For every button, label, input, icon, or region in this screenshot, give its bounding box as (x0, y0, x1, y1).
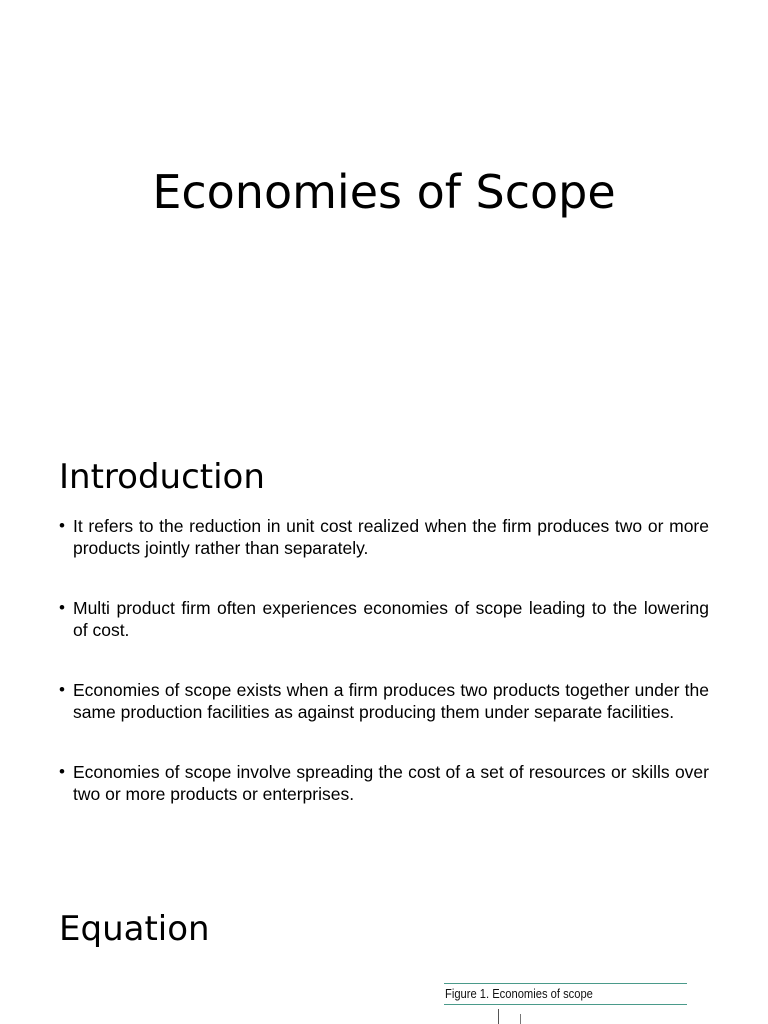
figure-economies-of-scope (444, 983, 687, 1024)
bullet-item: • Economies of scope exists when a firm produces two products together under the same production facilities as against producing them under separate facilities. (59, 679, 709, 723)
figure-top-rule (444, 983, 687, 984)
slide-title: Economies of Scope (152, 165, 616, 219)
introduction-bullet-list (59, 515, 709, 843)
figure-bottom-rule (444, 1004, 687, 1005)
bullet-item: • Economies of scope involve spreading the cost of a set of resources or skills over two or more products or enterprises. (59, 761, 709, 805)
introduction-heading: Introduction (59, 457, 265, 497)
figure-axis-line (520, 1014, 521, 1024)
faint-equation-text (59, 1016, 359, 1024)
figure-axis-line (498, 1009, 499, 1024)
equation-heading: Equation (59, 909, 210, 949)
figure-caption: Figure 1. Economies of scope (445, 986, 593, 1001)
bullet-item: • It refers to the reduction in unit cost realized when the firm produces two or more products jointly rather than separately. (59, 515, 709, 559)
bullet-item: • Multi product firm often experiences economies of scope leading to the lowering of cost. (59, 597, 709, 641)
